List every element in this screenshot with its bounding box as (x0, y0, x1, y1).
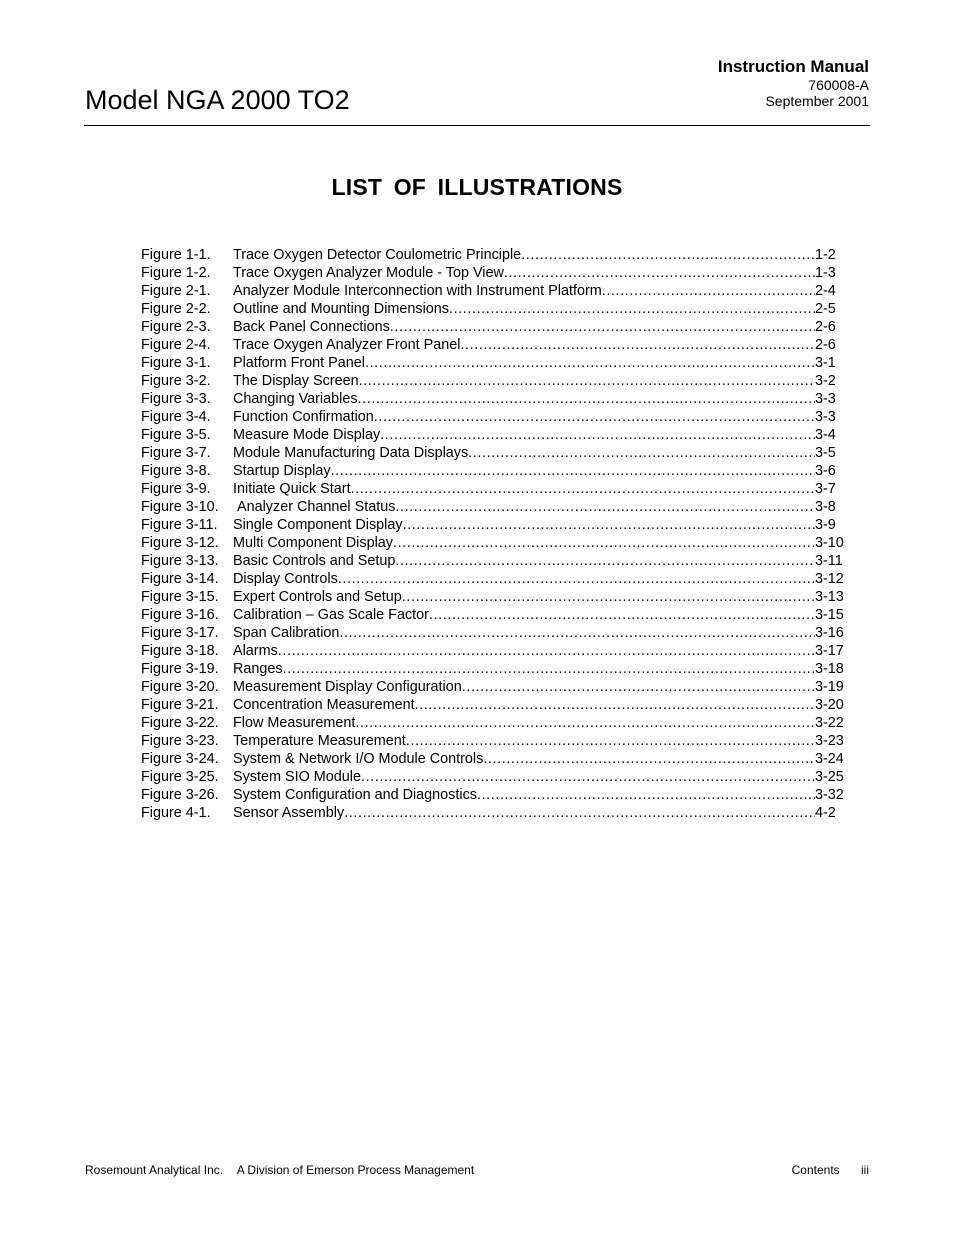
figure-title: Span Calibration (233, 625, 340, 641)
figure-page: 3-2 (815, 373, 836, 389)
dot-leader (468, 444, 815, 462)
figure-number: Figure 3-7. (141, 445, 211, 461)
figure-number: Figure 2-3. (141, 319, 211, 335)
footer-division: A Division of Emerson Process Management (236, 1163, 475, 1177)
figure-page: 3-7 (815, 481, 836, 497)
dot-leader (374, 408, 815, 426)
figure-title: Display Controls (233, 571, 338, 587)
figure-title: Multi Component Display (233, 535, 393, 551)
figure-title: Trace Oxygen Detector Coulometric Principle (233, 247, 522, 263)
figure-page: 3-12 (815, 571, 844, 587)
dot-leader (602, 282, 815, 300)
figure-title: Trace Oxygen Analyzer Front Panel (233, 337, 461, 353)
dot-leader (415, 696, 815, 714)
figure-title: Changing Variables (233, 391, 358, 407)
figure-title: Platform Front Panel (233, 355, 365, 371)
figure-title: Single Component Display (233, 517, 403, 533)
figure-title: Trace Oxygen Analyzer Module - Top View (233, 265, 504, 281)
toc-entry (141, 480, 849, 498)
figure-page: 3-25 (815, 769, 844, 785)
toc-entry (141, 498, 849, 516)
dot-leader (365, 354, 815, 372)
dot-leader (483, 750, 815, 768)
footer-page-number: iii (861, 1163, 869, 1177)
figure-number: Figure 3-3. (141, 391, 211, 407)
illustrations-list (141, 246, 849, 822)
toc-entry (141, 354, 849, 372)
toc-entry (141, 624, 849, 642)
toc-entry (141, 264, 849, 282)
dot-leader (283, 660, 815, 678)
figure-page: 3-4 (815, 427, 836, 443)
toc-entry (141, 390, 849, 408)
figure-page: 3-1 (815, 355, 836, 371)
figure-number: Figure 3-2. (141, 373, 211, 389)
figure-number: Figure 3-12. (141, 535, 219, 551)
dot-leader (460, 336, 815, 354)
toc-entry (141, 282, 849, 300)
figure-title: The Display Screen (233, 373, 359, 389)
figure-number: Figure 3-11. (141, 517, 218, 533)
toc-entry (141, 606, 849, 624)
figure-page: 3-19 (815, 679, 844, 695)
document-number: 760008-A (808, 77, 869, 93)
figure-number: Figure 3-9. (141, 481, 211, 497)
toc-entry (141, 516, 849, 534)
figure-number: Figure 3-23. (141, 733, 219, 749)
toc-entry (141, 372, 849, 390)
dot-leader (406, 732, 815, 750)
figure-number: Figure 3-20. (141, 679, 219, 695)
figure-page: 3-32 (815, 787, 844, 803)
toc-entry (141, 750, 849, 768)
dot-leader (462, 678, 815, 696)
toc-entry (141, 804, 849, 822)
toc-entry (141, 462, 849, 480)
figure-title: Analyzer Channel Status (237, 499, 396, 515)
figure-page: 3-3 (815, 391, 836, 407)
dot-leader (355, 714, 815, 732)
figure-page: 2-6 (815, 319, 836, 335)
figure-page: 3-11 (815, 553, 843, 569)
footer-section: Contents (791, 1163, 840, 1177)
figure-page: 3-17 (815, 643, 844, 659)
figure-title: Back Panel Connections (233, 319, 390, 335)
toc-entry (141, 552, 849, 570)
figure-title: Temperature Measurement (233, 733, 406, 749)
figure-page: 1-2 (815, 247, 836, 263)
figure-title: Analyzer Module Interconnection with Instrument Platform (233, 283, 602, 299)
figure-number: Figure 1-2. (141, 265, 211, 281)
footer-company: Rosemount Analytical Inc. (85, 1163, 224, 1177)
footer-company-info (85, 1163, 474, 1178)
dot-leader (338, 570, 815, 588)
figure-page: 3-24 (815, 751, 844, 767)
dot-leader (395, 498, 815, 516)
dot-leader (390, 318, 815, 336)
figure-number: Figure 3-13. (141, 553, 219, 569)
toc-entry (141, 678, 849, 696)
document-model-title: Model NGA 2000 TO2 (85, 85, 350, 115)
figure-number: Figure 3-5. (141, 427, 211, 443)
dot-leader (395, 552, 815, 570)
toc-entry (141, 768, 849, 786)
figure-title: Expert Controls and Setup (233, 589, 402, 605)
figure-title: Module Manufacturing Data Displays (233, 445, 469, 461)
figure-title: System SIO Module (233, 769, 361, 785)
dot-leader (477, 786, 815, 804)
figure-number: Figure 3-22. (141, 715, 219, 731)
dot-leader (331, 462, 815, 480)
figure-page: 3-16 (815, 625, 844, 641)
toc-entry (141, 408, 849, 426)
toc-entry (141, 336, 849, 354)
figure-number: Figure 3-16. (141, 607, 219, 623)
figure-number: Figure 3-26. (141, 787, 219, 803)
toc-entry (141, 732, 849, 750)
toc-entry (141, 642, 849, 660)
figure-page: 3-15 (815, 607, 844, 623)
figure-page: 1-3 (815, 265, 836, 281)
dot-leader (521, 246, 815, 264)
figure-title: Alarms (233, 643, 278, 659)
figure-title: Sensor Assembly (233, 805, 345, 821)
toc-entry (141, 696, 849, 714)
dot-leader (393, 534, 815, 552)
dot-leader (278, 642, 815, 660)
figure-title: Measurement Display Configuration (233, 679, 462, 695)
dot-leader (403, 516, 815, 534)
toc-entry (141, 588, 849, 606)
figure-number: Figure 3-14. (141, 571, 219, 587)
dot-leader (358, 390, 815, 408)
dot-leader (504, 264, 815, 282)
figure-number: Figure 2-1. (141, 283, 211, 299)
figure-title: Concentration Measurement (233, 697, 415, 713)
figure-number: Figure 3-17. (141, 625, 219, 641)
figure-page: 3-6 (815, 463, 836, 479)
toc-entry (141, 714, 849, 732)
figure-number: Figure 4-1. (141, 805, 211, 821)
figure-number: Figure 2-4. (141, 337, 211, 353)
toc-entry (141, 318, 849, 336)
figure-title: System & Network I/O Module Controls (233, 751, 484, 767)
toc-entry (141, 570, 849, 588)
figure-number: Figure 3-24. (141, 751, 219, 767)
document-date: September 2001 (765, 93, 869, 109)
dot-leader (402, 588, 815, 606)
figure-number: Figure 3-15. (141, 589, 219, 605)
figure-page: 3-5 (815, 445, 836, 461)
figure-page: 3-22 (815, 715, 844, 731)
figure-title: Flow Measurement (233, 715, 356, 731)
toc-entry (141, 246, 849, 264)
figure-page: 3-18 (815, 661, 844, 677)
toc-entry (141, 426, 849, 444)
figure-number: Figure 3-10. (141, 499, 219, 515)
figure-page: 2-4 (815, 283, 836, 299)
dot-leader (344, 804, 815, 822)
figure-page: 4-2 (815, 805, 836, 821)
toc-entry (141, 444, 849, 462)
figure-number: Figure 3-8. (141, 463, 211, 479)
figure-title: Startup Display (233, 463, 331, 479)
figure-number: Figure 3-1. (141, 355, 211, 371)
figure-number: Figure 3-21. (141, 697, 219, 713)
dot-leader (339, 624, 815, 642)
figure-number: Figure 3-4. (141, 409, 211, 425)
dot-leader (361, 768, 815, 786)
figure-page: 2-6 (815, 337, 836, 353)
figure-number: Figure 2-2. (141, 301, 211, 317)
toc-entry (141, 660, 849, 678)
figure-title: Measure Mode Display (233, 427, 381, 443)
figure-title: Ranges (233, 661, 283, 677)
header-divider (84, 125, 870, 126)
figure-number: Figure 3-18. (141, 643, 219, 659)
figure-number: Figure 1-1. (141, 247, 211, 263)
figure-page: 3-8 (815, 499, 836, 515)
figure-page: 2-5 (815, 301, 836, 317)
figure-title: Calibration – Gas Scale Factor (233, 607, 429, 623)
dot-leader (359, 372, 815, 390)
manual-label: Instruction Manual (717, 57, 869, 76)
dot-leader (429, 606, 815, 624)
figure-title: Initiate Quick Start (233, 481, 351, 497)
toc-entry (141, 300, 849, 318)
dot-leader (380, 426, 815, 444)
figure-title: Basic Controls and Setup (233, 553, 396, 569)
figure-page: 3-13 (815, 589, 844, 605)
figure-page: 3-3 (815, 409, 836, 425)
figure-title: Outline and Mounting Dimensions (233, 301, 449, 317)
page-title: LIST OF ILLUSTRATIONS (331, 174, 623, 200)
toc-entry (141, 534, 849, 552)
figure-number: Figure 3-25. (141, 769, 219, 785)
toc-entry (141, 786, 849, 804)
footer-page-info (792, 1163, 869, 1178)
header-info (718, 56, 869, 109)
figure-title: System Configuration and Diagnostics (233, 787, 477, 803)
figure-page: 3-23 (815, 733, 844, 749)
figure-title: Function Confirmation (233, 409, 374, 425)
figure-page: 3-9 (815, 517, 836, 533)
figure-page: 3-10 (815, 535, 844, 551)
dot-leader (351, 480, 815, 498)
figure-page: 3-20 (815, 697, 844, 713)
dot-leader (449, 300, 815, 318)
figure-number: Figure 3-19. (141, 661, 219, 677)
